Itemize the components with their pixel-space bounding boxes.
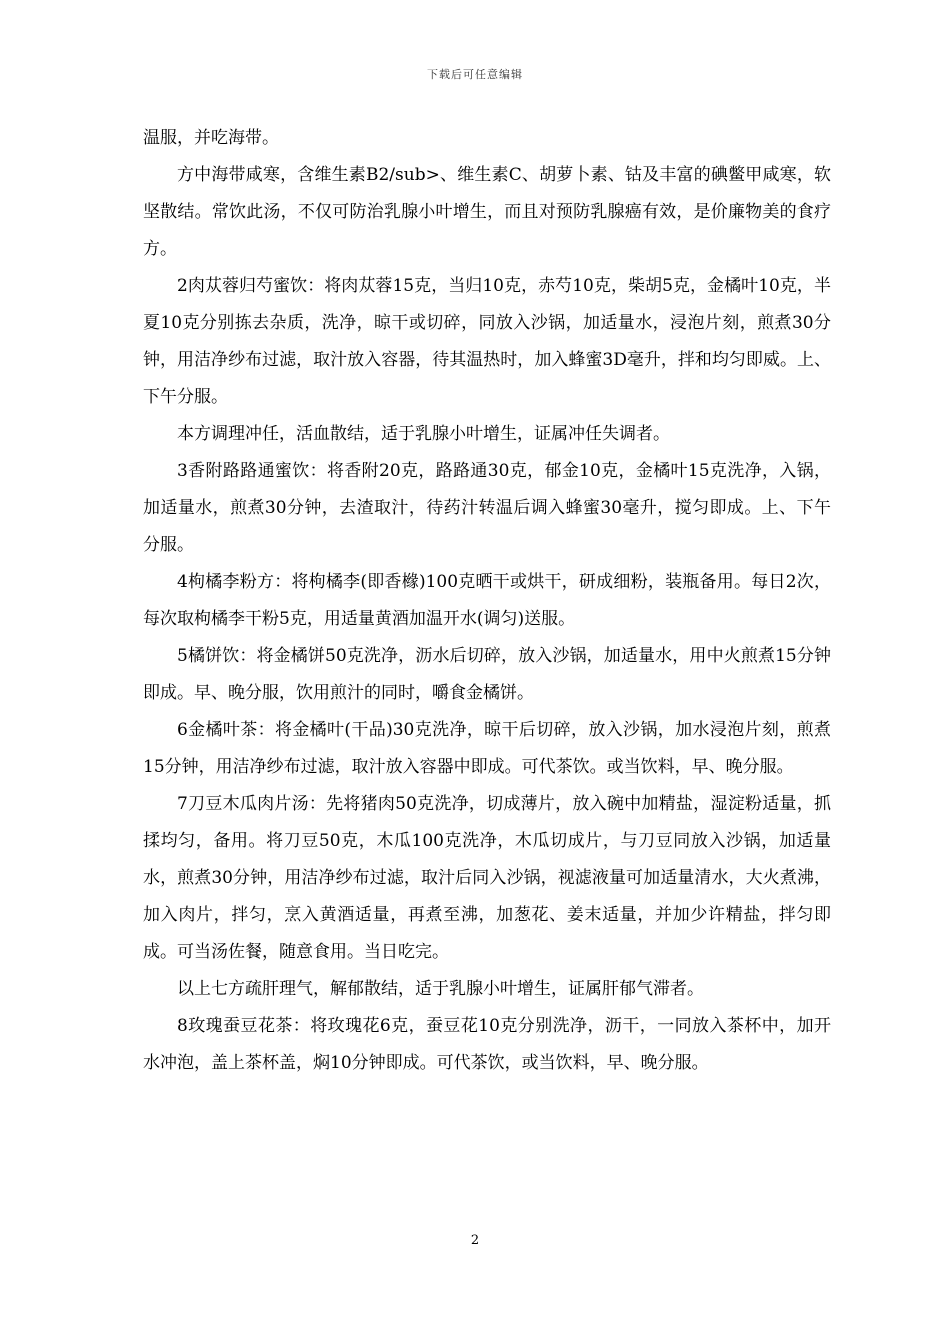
paragraph: 4枸橘李粉方：将枸橘李(即香橼)100克晒干或烘干，研成细粉，装瓶备用。每日2次，每次取枸橘李干粉5克，用适量黄酒加温开水(调匀)送服。 (143, 572, 831, 629)
paragraph: 方中海带咸寒，含维生素B2/sub>、维生素C、胡萝卜素、钴及丰富的碘鳖甲咸寒，软坚散结。常饮此汤，不仅可防治乳腺小叶增生，而且对预防乳腺癌有效，是价廉物美的食疗方。 (143, 165, 831, 259)
paragraph: 3香附路路通蜜饮：将香附20克，路路通30克，郁金10克，金橘叶15克洗净，入锅，加适量水，煎煮30分钟，去渣取汁，待药汁转温后调入蜂蜜30毫升，搅匀即成。上、下午分服。 (143, 461, 831, 555)
page-header: 下载后可任意编辑 (427, 68, 523, 81)
document-body (143, 120, 831, 1082)
paragraph: 本方调理冲任，活血散结，适于乳腺小叶增生，证属冲任失调者。 (177, 424, 670, 444)
paragraph: 6金橘叶茶：将金橘叶(干品)30克洗净，晾干后切碎，放入沙锅，加水浸泡片刻，煎煮15分钟，用洁净纱布过滤，取汁放入容器中即成。可代茶饮。或当饮料，早、晚分服。 (143, 720, 831, 777)
paragraph: 8玫瑰蚕豆花茶：将玫瑰花6克，蚕豆花10克分别洗净，沥干，一同放入茶杯中，加开水冲泡，盖上茶杯盖，焖10分钟即成。可代茶饮，或当饮料，早、晚分服。 (143, 1016, 831, 1073)
page-number: 2 (470, 1233, 480, 1248)
paragraph: 温服，并吃海带。 (143, 128, 279, 148)
paragraph: 以上七方疏肝理气，解郁散结，适于乳腺小叶增生，证属肝郁气滞者。 (177, 979, 704, 999)
paragraph: 2肉苁蓉归芍蜜饮：将肉苁蓉15克，当归10克，赤芍10克，柴胡5克，金橘叶10克，半夏10克分别拣去杂质，洗净，晾干或切碎，同放入沙锅，加适量水，浸泡片刻，煎煮30分钟，用洁净纱布过滤，取汁放入容器，待其温热时，加入蜂蜜3D毫升，拌和均匀即威。上、下午分服。 (143, 276, 831, 407)
paragraph: 7刀豆木瓜肉片汤：先将猪肉50克洗净，切成薄片，放入碗中加精盐，湿淀粉适量，抓揉均匀，备用。将刀豆50克，木瓜100克洗净，木瓜切成片，与刀豆同放入沙锅，加适量水，煎煮30分钟，用洁净纱布过滤，取汁后同入沙锅，视滤液量可加适量清水，大火煮沸，加入肉片，拌匀，烹入黄酒适量，再煮至沸，加葱花、姜末适量，并加少许精盐，拌匀即成。可当汤佐餐，随意食用。当日吃完。 (143, 794, 831, 962)
paragraph: 5橘饼饮：将金橘饼50克洗净，沥水后切碎，放入沙锅，加适量水，用中火煎煮15分钟即成。早、晚分服，饮用煎汁的同时，嚼食金橘饼。 (143, 646, 831, 703)
